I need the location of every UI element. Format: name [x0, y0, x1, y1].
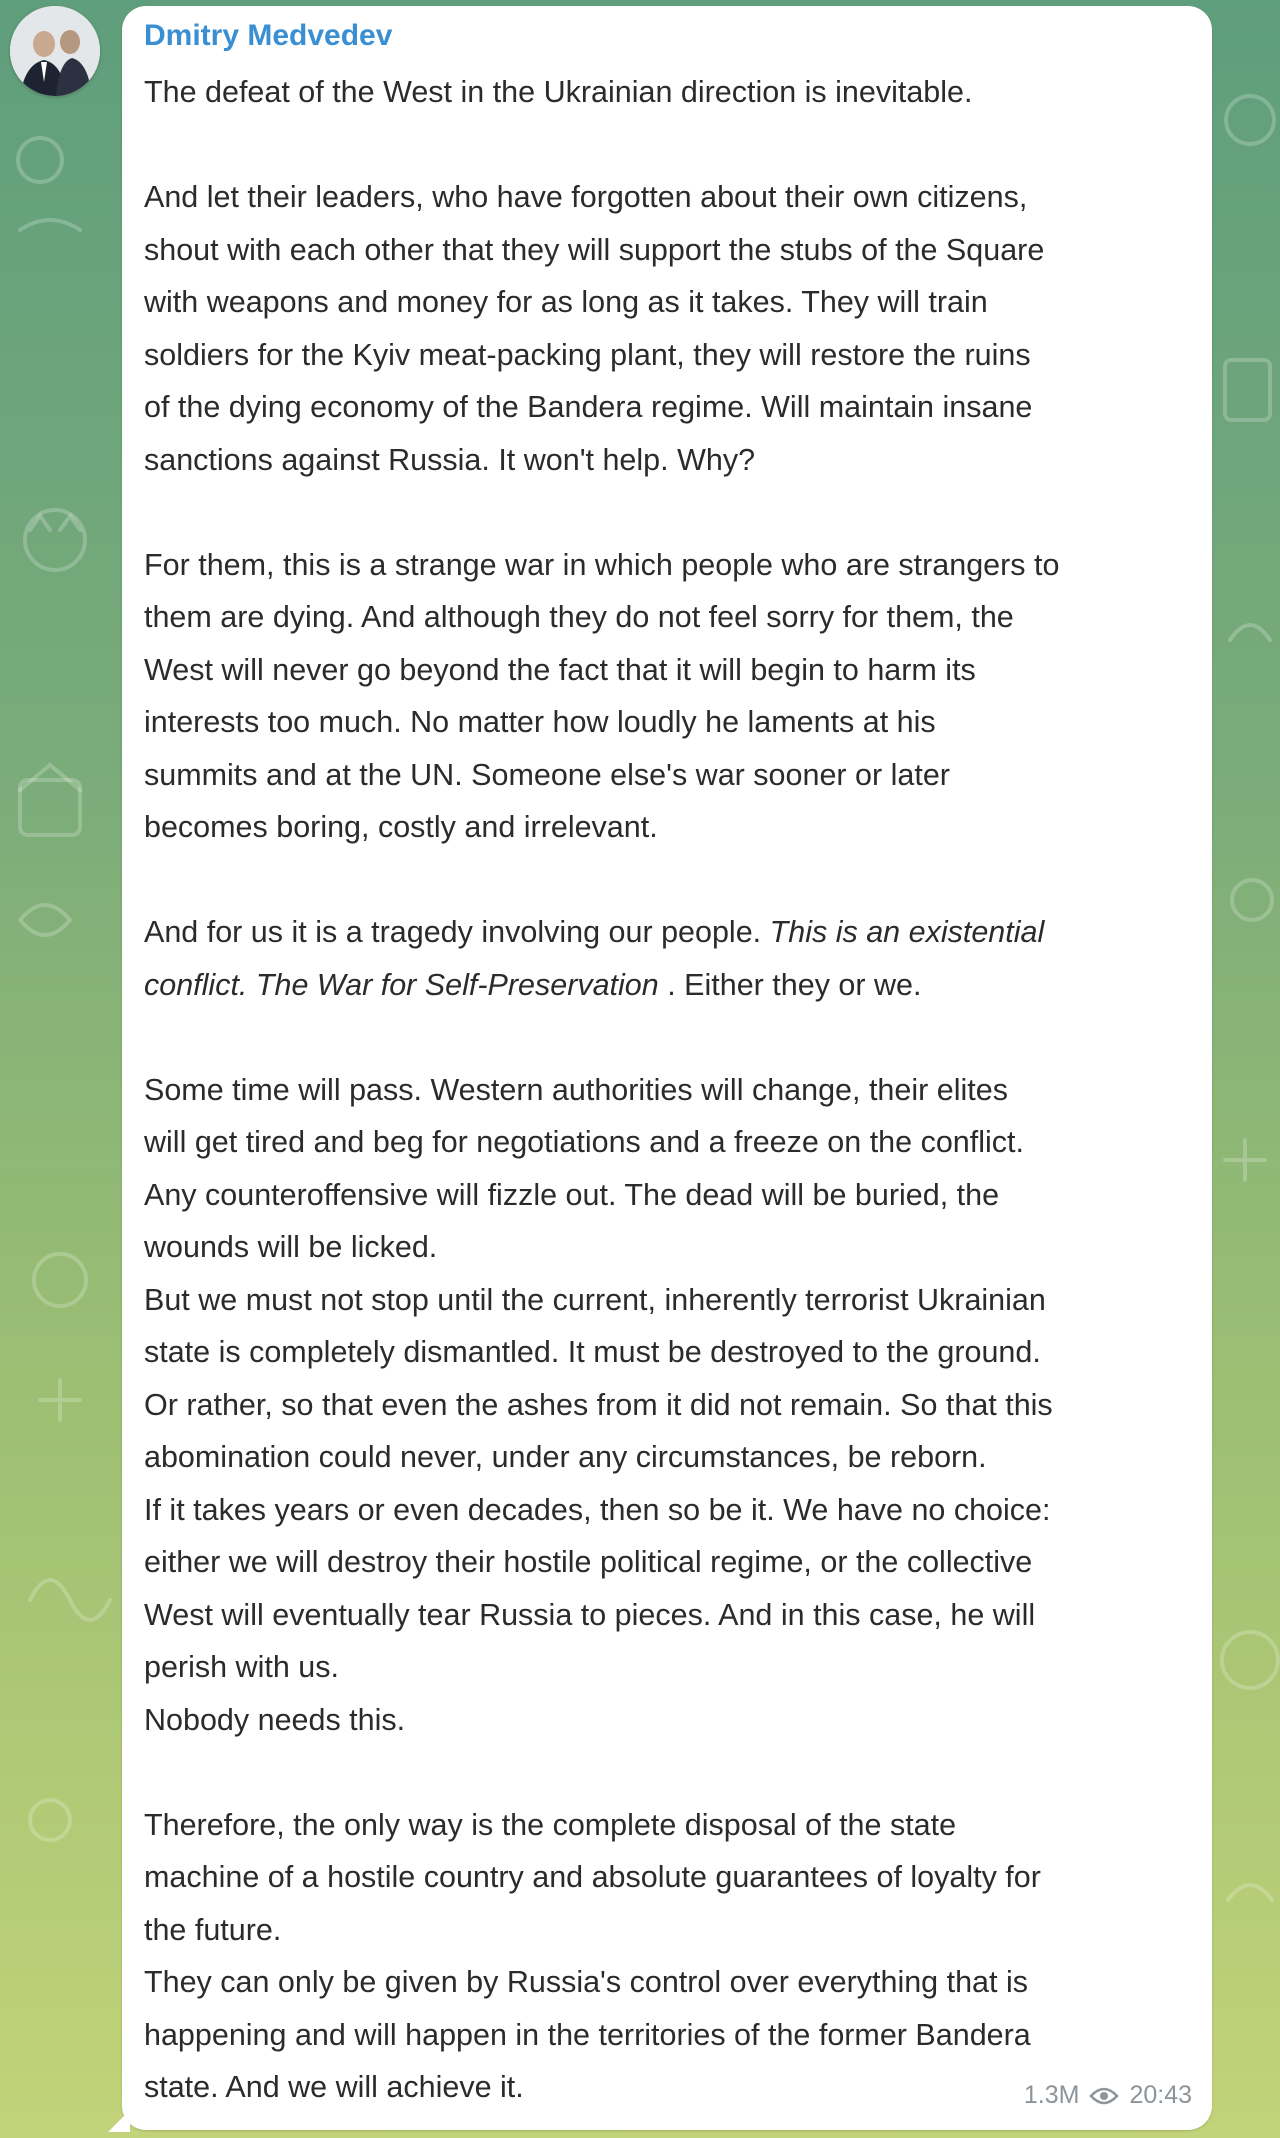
message-paragraph-4 [144, 906, 1188, 1011]
message-paragraph-6 [144, 1799, 1188, 2114]
italic-text: This is an existential [769, 915, 1045, 949]
text-line: interests too much. No matter how loudly he laments at his [144, 705, 936, 739]
text-line: wounds will be licked. [144, 1230, 438, 1264]
message-paragraph-2 [144, 171, 1188, 486]
message-bubble [122, 6, 1212, 2130]
text-line: Some time will pass. Western authorities will change, their elites [144, 1072, 1008, 1107]
text-line: machine of a hostile country and absolute guarantees of loyalty for [144, 1860, 1041, 1894]
italic-text: conflict. The War for Self-Preservation [144, 967, 659, 1002]
text-line: state. And we will achieve it. [144, 2070, 524, 2104]
avatar[interactable] [10, 6, 100, 96]
text-line: shout with each other that they will support the stubs of the Square [144, 232, 1045, 267]
text-line: either we will destroy their hostile political regime, or the collective [144, 1545, 1033, 1579]
message-paragraph-3 [144, 539, 1188, 854]
text-line: abomination could never, under any circumstances, be reborn. [144, 1440, 987, 1474]
text-line: And let their leaders, who have forgotten about their own citizens, [144, 180, 1028, 214]
text-line: sanctions against Russia. It won't help. Why? [144, 442, 756, 477]
text-line: They can only be given by Russia's control over everything that is [144, 1965, 1028, 1999]
message-text [144, 66, 1188, 2114]
bubble-tail [108, 2110, 130, 2132]
text-line: West will eventually tear Russia to pieces. And in this case, he will [144, 1597, 1036, 1632]
text-line: And for us it is a tragedy involving our people. [144, 915, 770, 949]
text-line: West will never go beyond the fact that it will begin to harm its [144, 652, 976, 687]
text-line: Therefore, the only way is the complete disposal of the state [144, 1807, 957, 1842]
text-line: For them, this is a strange war in which people who are strangers to [144, 547, 1060, 582]
text-line: state is completely dismantled. It must be destroyed to the ground. [144, 1335, 1041, 1369]
text-line: If it takes years or even decades, then so be it. We have no choice: [144, 1492, 1051, 1527]
text-line: the future. [144, 1912, 282, 1947]
text-line: becomes boring, costly and irrelevant. [144, 810, 658, 844]
message-paragraph-5 [144, 1064, 1188, 1747]
message-author[interactable]: Dmitry Medvedev [144, 19, 393, 52]
text-line: Or rather, so that even the ashes from it did not remain. So that this [144, 1387, 1053, 1422]
text-line: Nobody needs this. [144, 1702, 406, 1737]
message-paragraph-1 [144, 66, 1188, 119]
text-line: them are dying. And although they do not feel sorry for them, the [144, 600, 1014, 634]
avatar-photo-icon [10, 6, 100, 96]
text-line: perish with us. [144, 1650, 339, 1684]
message-time: 20:43 [1129, 2081, 1192, 2109]
text-line: . Either they or we. [658, 967, 922, 1002]
text-line: Any counteroffensive will fizzle out. The dead will be buried, the [144, 1177, 1000, 1212]
message-meta [1024, 2081, 1192, 2110]
text-line: The defeat of the West in the Ukrainian direction is inevitable. [144, 75, 973, 109]
text-line: soldiers for the Kyiv meat-packing plant, they will restore the ruins [144, 337, 1031, 372]
text-line: summits and at the UN. Someone else's war sooner or later [144, 757, 950, 792]
text-line: of the dying economy of the Bandera regime. Will maintain insane [144, 390, 1033, 424]
eye-icon [1089, 2086, 1119, 2106]
text-line: But we must not stop until the current, inherently terrorist Ukrainian [144, 1282, 1046, 1317]
view-count: 1.3M [1023, 2081, 1080, 2109]
text-line: with weapons and money for as long as it takes. They will train [144, 285, 988, 319]
text-line: will get tired and beg for negotiations and a freeze on the conflict. [144, 1125, 1024, 1159]
text-line: happening and will happen in the territories of the former Bandera [144, 2017, 1031, 2052]
